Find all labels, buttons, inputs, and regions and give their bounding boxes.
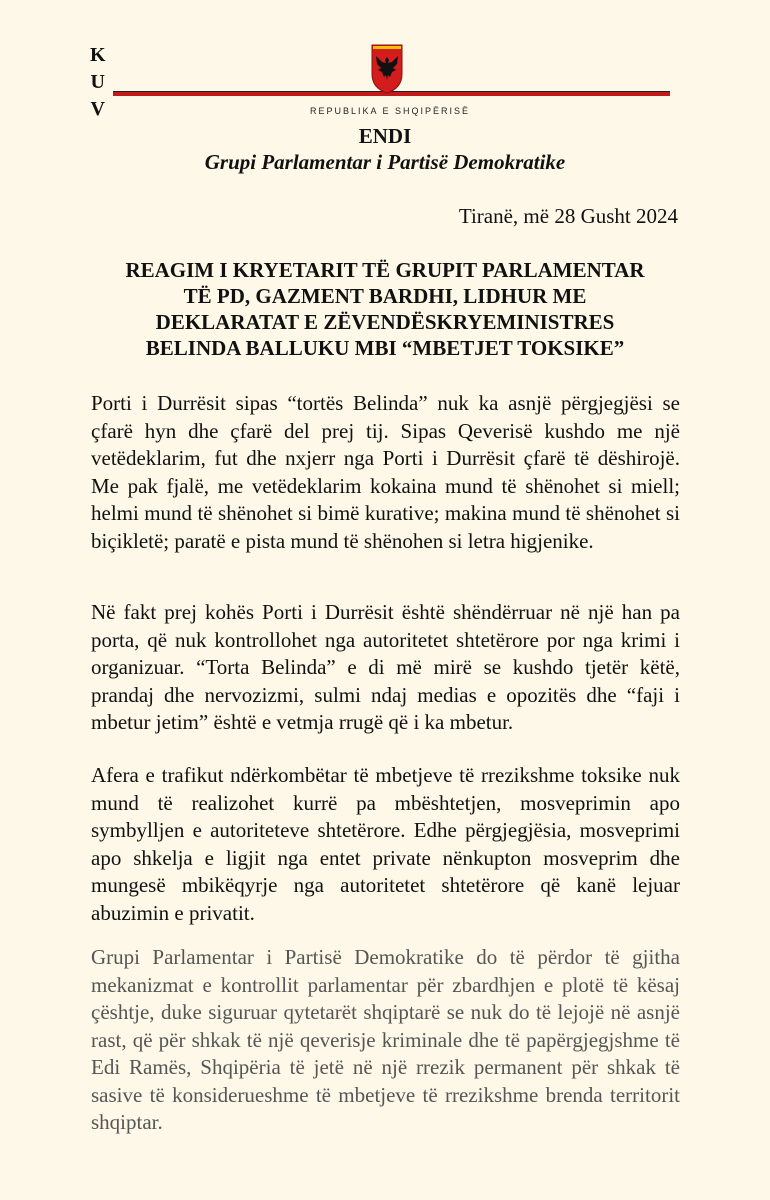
- body-paragraph: Në fakt prej kohës Porti i Durrësit është shëndërruar në një han pa porta, që nuk kontrollohet nga autoritetet shtetërore por nga krimi i organizuar. “Torta Belinda” e di më mirë se kushdo tjetër këtë, prandaj dhe nervozizmi, sulmi ndaj medias e opozitës dhe “faji i mbetur jetim” është e vetmja rrugë që i ka mbetur.: [91, 600, 680, 734]
- title-line: TË PD, GAZMENT BARDHI, LIDHUR ME: [183, 284, 587, 308]
- albanian-eagle-emblem-icon: [371, 44, 403, 94]
- endi-label: ENDI: [358, 124, 412, 148]
- kuv-letters: [90, 42, 106, 123]
- kuv-letter-v: V: [90, 98, 105, 120]
- title-line: DEKLARATAT E ZËVENDËSKRYEMINISTRES: [155, 310, 615, 334]
- group-name: Grupi Parlamentar i Partisë Demokratike: [204, 150, 566, 174]
- kuv-letter-u: U: [90, 71, 105, 93]
- body-paragraph: Grupi Parlamentar i Partisë Demokratike do të përdor të gjitha mekanizmat e kontrollit parlamentar për zbardhjen e plotë të kësaj çështje, duke siguruar qytetarët shqiptarë se nuk do të lejojë në asnjë rast, që për shkak të një qeverisje kriminale dhe të papërgjegjshme të Edi Ramës, Shqipëria të jetë në një rrezik permanent për shkak të sasive të konsiderueshme të mbetjeve të rrezikshme brenda territorit shqiptar.: [91, 945, 680, 1134]
- body-paragraph: Porti i Durrësit sipas “tortës Belinda” nuk ka asnjë përgjegjësi se çfarë hyn dhe çfarë del prej tij. Sipas Qeverisë kushdo me një vetëdeklarim, fut dhe nxjerr nga Porti i Durrësit çfarë të dëshirojë. Me pak fjalë, me vetëdeklarim kokaina mund të shënohet si miell; helmi mund të shënohet si bimë kurative; makina mund të shënohet si biçikletë; paratë e pista mund të shënohen si letra higjenike.: [91, 391, 680, 553]
- document-date: Tiranë, më 28 Gusht 2024: [458, 204, 678, 228]
- body-paragraph: Afera e trafikut ndërkombëtar të mbetjeve të rrezikshme toksike nuk mund të realizohet kurrë pa mbështetjen, mosveprimin apo symbylljen e autoriteteve shtetërore. Edhe përgjegjësia, mosveprimi apo shkelja e ligjit nga entet private nënkupton mosveprim dhe mungesë mbikëqyrje nga autoritetet shtetërore që kanë lejuar abuzimin e privatit.: [91, 763, 680, 925]
- kuv-letter-k: K: [90, 44, 106, 66]
- title-line: REAGIM I KRYETARIT TË GRUPIT PARLAMENTAR: [125, 258, 645, 282]
- press-release-title: [60, 257, 710, 361]
- republika-label: REPUBLIKA E SHQIPËRISË: [309, 106, 471, 116]
- title-line: BELINDA BALLUKU MBI “MBETJET TOKSIKE”: [145, 336, 625, 360]
